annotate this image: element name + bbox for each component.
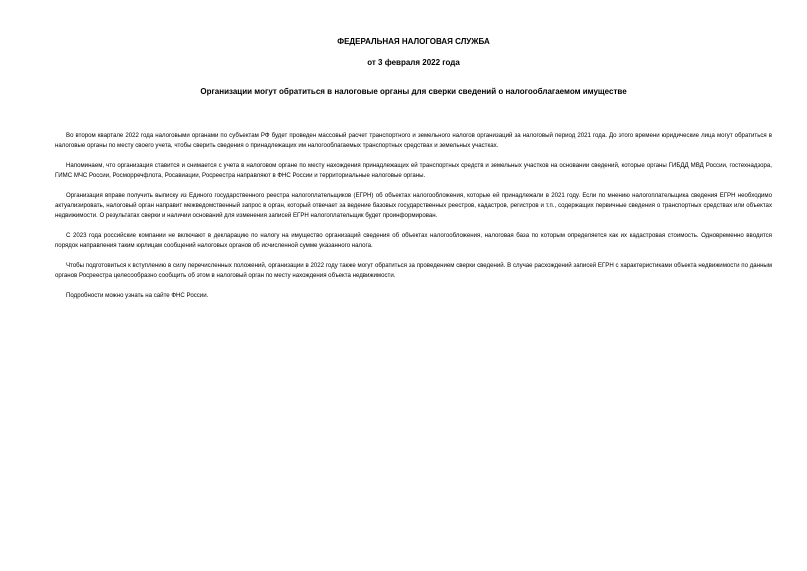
paragraph-details: Подробности можно узнать на сайте ФНС России. xyxy=(66,292,209,299)
paragraph-egrn-extract: Организация вправе получить выписку из Единого государственного реестра налогоплательщиков (ЕГРН) об объектах налогообложения, которые ей принадлежали в 2021 году. Если по мнению налогоплательщика сведения ЕГРН необходимо актуализировать, налоговый орган направит межведомственный запрос в орган, который отвечает за ведение базовых государственных реестров, кадастров, регистров и т.п., содержащих первичные сведения о транспортных средствах или объектах недвижимости. О результатах сверки и наличии оснований для изменения записей ЕГРН налогоплательщик будет проинформирован. xyxy=(55,192,772,219)
paragraph-preparation: Чтобы подготовиться к вступлению в силу перечисленных положений, организации в 2022 году также могут обратиться за проведением сверки сведений. В случае расхождений записей ЕГРН с характеристиками объекта недвижимости по данным органов Росреестра целесообразно сообщить об этом в налоговый орган по месту нахождения объекта недвижимости. xyxy=(55,262,772,279)
paragraph-mass-calculation: Во втором квартале 2022 года налоговыми органами по субъектам РФ будет проведен массовый расчет транспортного и земельного налогов организаций за налоговый период 2021 года. До этого времени юридические лица могут обратиться в налоговые органы по месту своего учета, чтобы сверить сведения о принадлежащих им налогооблагаемых транспортных средствах и земельных участках. xyxy=(55,132,772,149)
paragraph-2023-changes: С 2023 года российские компании не включают в декларацию по налогу на имущество организаций сведения об объектах налогообложения, налоговая база по которым определяется как их кадастровая стоимость. Одновременно вводится порядок направления таким юрлицам сообщений налоговых органов об исчисленной сумме указанного налога. xyxy=(55,232,772,249)
document-date: от 3 февраля 2022 года xyxy=(367,58,460,67)
paragraph-registration: Напоминаем, что организация ставится и снимается с учета в налоговом органе по месту нахождения принадлежащих ей транспортных средств и земельных участков на основании сведений, которые органы ГИБДД МВД России, гостехнадзора, ГИМС МЧС России, Росморречфлота, Росавиации, Росреестра направляют в ФНС России и территориальные налоговые органы. xyxy=(55,162,772,179)
document-body xyxy=(55,131,772,301)
document-title: Организации могут обратиться в налоговые органы для сверки сведений о налогооблагаемом имуществе xyxy=(200,87,627,96)
agency-name: ФЕДЕРАЛЬНАЯ НАЛОГОВАЯ СЛУЖБА xyxy=(337,37,490,46)
